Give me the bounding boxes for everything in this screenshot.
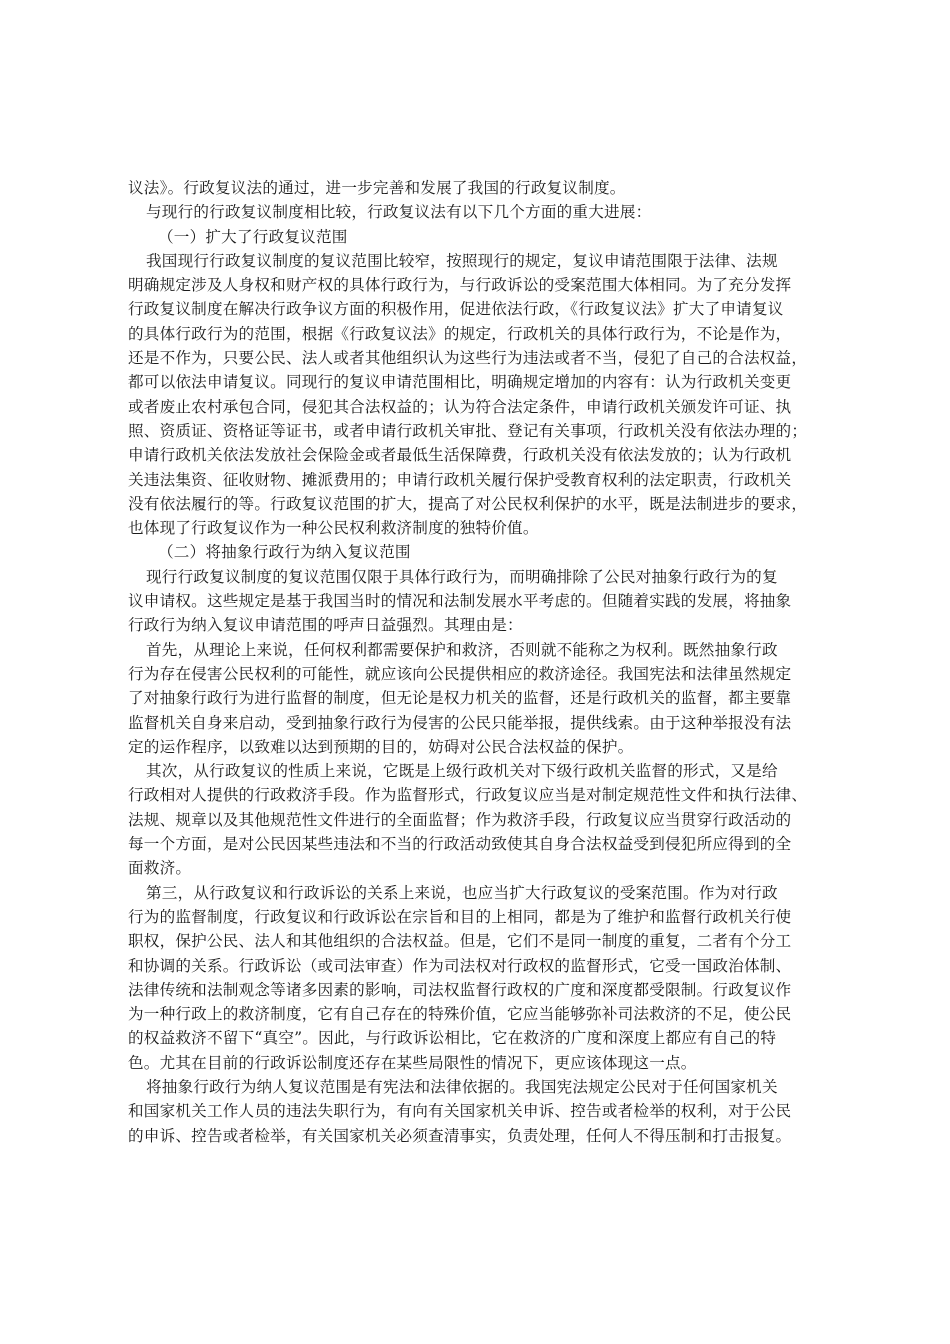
text-line: 行政相对人提供的行政救济手段。作为监督形式，行政复议应当是对制定规范性文件和执行法律、 — [128, 786, 808, 805]
text-line: 监督机关自身来启动，受到抽象行政行为侵害的公民只能举报，提供线索。由于这种举报没有法 — [128, 713, 792, 732]
text-line: （二）将抽象行政行为纳入复议范围 — [158, 543, 411, 562]
text-line: 法规、规章以及其他规范性文件进行的全面监督；作为救济手段，行政复议应当贯穿行政活动的 — [128, 810, 792, 829]
text-line: 和协调的关系。行政诉讼（或司法审查）作为司法权对行政权的监督形式，它受一国政治体制、 — [128, 956, 792, 975]
text-line: （一）扩大了行政复议范围 — [158, 227, 348, 246]
text-line: 的申诉、控告或者检举，有关国家机关必须查清事实，负责处理，任何人不得压制和打击报复。 — [128, 1126, 792, 1145]
text-line: 行政行为纳入复议申请范围的呼声日益强烈。其理由是： — [128, 616, 523, 635]
text-line: 行为存在侵害公民权利的可能性，就应该向公民提供相应的救济途径。我国宪法和法律虽然规定 — [128, 664, 792, 683]
text-line: 或者废止农村承包合同，侵犯其合法权益的；认为符合法定条件，申请行政机关颁发许可证、执 — [128, 397, 792, 416]
text-line: 将抽象行政行为纳人复议范围是有宪法和法律依据的。我国宪法规定公民对于任何国家机关 — [146, 1077, 778, 1096]
text-line: 色。尤其在目前的行政诉讼制度还存在某些局限性的情况下，更应该体现这一点。 — [128, 1053, 697, 1072]
text-line: 我国现行行政复议制度的复议范围比较窄，按照现行的规定，复议申请范围限于法律、法规 — [146, 251, 778, 270]
text-line: 没有依法履行的等。行政复议范围的扩大，提高了对公民权利保护的水平，既是法制进步的要求， — [128, 494, 808, 513]
text-line: 行政复议制度在解决行政争议方面的积极作用，促进依法行政，《行政复议法》扩大了申请复议 — [128, 300, 784, 319]
text-line: 了对抽象行政行为进行监督的制度，但无论是权力机关的监督，还是行政机关的监督，都主要靠 — [128, 689, 792, 708]
text-line: 关违法集资、征收财物、摊派费用的；申请行政机关履行保护受教育权利的法定职责，行政机关 — [128, 470, 792, 489]
text-line: 首先，从理论上来说，任何权利都需要保护和救济，否则就不能称之为权利。既然抽象行政 — [146, 640, 778, 659]
text-line: 的权益救济不留下“真空”。因此，与行政诉讼相比，它在救济的广度和深度上都应有自己的特 — [128, 1029, 777, 1048]
text-line: 都可以依法申请复议。同现行的复议申请范围相比，明确规定增加的内容有：认为行政机关变更 — [128, 373, 792, 392]
text-line: 明确规定涉及人身权和财产权的具体行政行为，与行政诉讼的受案范围大体相同。为了充分发挥 — [128, 276, 792, 295]
text-line: 和国家机关工作人员的违法失职行为，有向有关国家机关申诉、控告或者检举的权利，对于公民 — [128, 1102, 792, 1121]
text-line: 定的运作程序，以致难以达到预期的目的，妨碍对公民合法权益的保护。 — [128, 737, 634, 756]
document-body — [128, 176, 828, 1148]
text-line: 申请行政机关依法发放社会保险金或者最低生活保障费，行政机关没有依法发放的；认为行政机 — [128, 446, 792, 465]
text-line: 照、资质证、资格证等证书，或者申请行政机关审批、登记有关事项，行政机关没有依法办理的； — [128, 421, 808, 440]
text-line: 为一种行政上的救济制度，它有自己存在的特殊价值，它应当能够弥补司法救济的不足，使公民 — [128, 1005, 792, 1024]
text-line: 法律传统和法制观念等诸多因素的影响，司法权监督行政权的广度和深度都受限制。行政复议作 — [128, 980, 792, 999]
text-line: 职权，保护公民、法人和其他组织的合法权益。但是，它们不是同一制度的重复，二者有个分工 — [128, 932, 792, 951]
text-line: 与现行的行政复议制度相比较，行政复议法有以下几个方面的重大进展： — [146, 203, 652, 222]
text-line: 每一个方面，是对公民因某些违法和不当的行政活动致使其自身合法权益受到侵犯所应得到的全 — [128, 835, 792, 854]
text-line: 行为的监督制度，行政复议和行政诉讼在宗旨和目的上相同，都是为了维护和监督行政机关行使 — [128, 907, 792, 926]
text-line: 议法》。行政复议法的通过，进一步完善和发展了我国的行政复议制度。 — [128, 179, 626, 197]
text-line: 议申请权。这些规定是基于我国当时的情况和法制发展水平考虑的。但随着实践的发展，将抽象 — [128, 592, 792, 611]
text-line: 也体现了行政复议作为一种公民权利救济制度的独特价值。 — [128, 519, 539, 538]
text-line: 第三，从行政复议和行政诉讼的关系上来说，也应当扩大行政复议的受案范围。作为对行政 — [146, 883, 778, 902]
text-line: 面救济。 — [128, 859, 192, 878]
text-line: 其次，从行政复议的性质上来说，它既是上级行政机关对下级行政机关监督的形式，又是给 — [146, 762, 778, 781]
text-line: 的具体行政行为的范围，根据《行政复议法》的规定，行政机关的具体行政行为，不论是作为， — [128, 324, 792, 343]
text-line: 还是不作为，只要公民、法人或者其他组织认为这些行为违法或者不当，侵犯了自己的合法权益， — [128, 349, 808, 368]
text-line: 现行行政复议制度的复议范围仅限于具体行政行为，而明确排除了公民对抽象行政行为的复 — [146, 567, 778, 586]
